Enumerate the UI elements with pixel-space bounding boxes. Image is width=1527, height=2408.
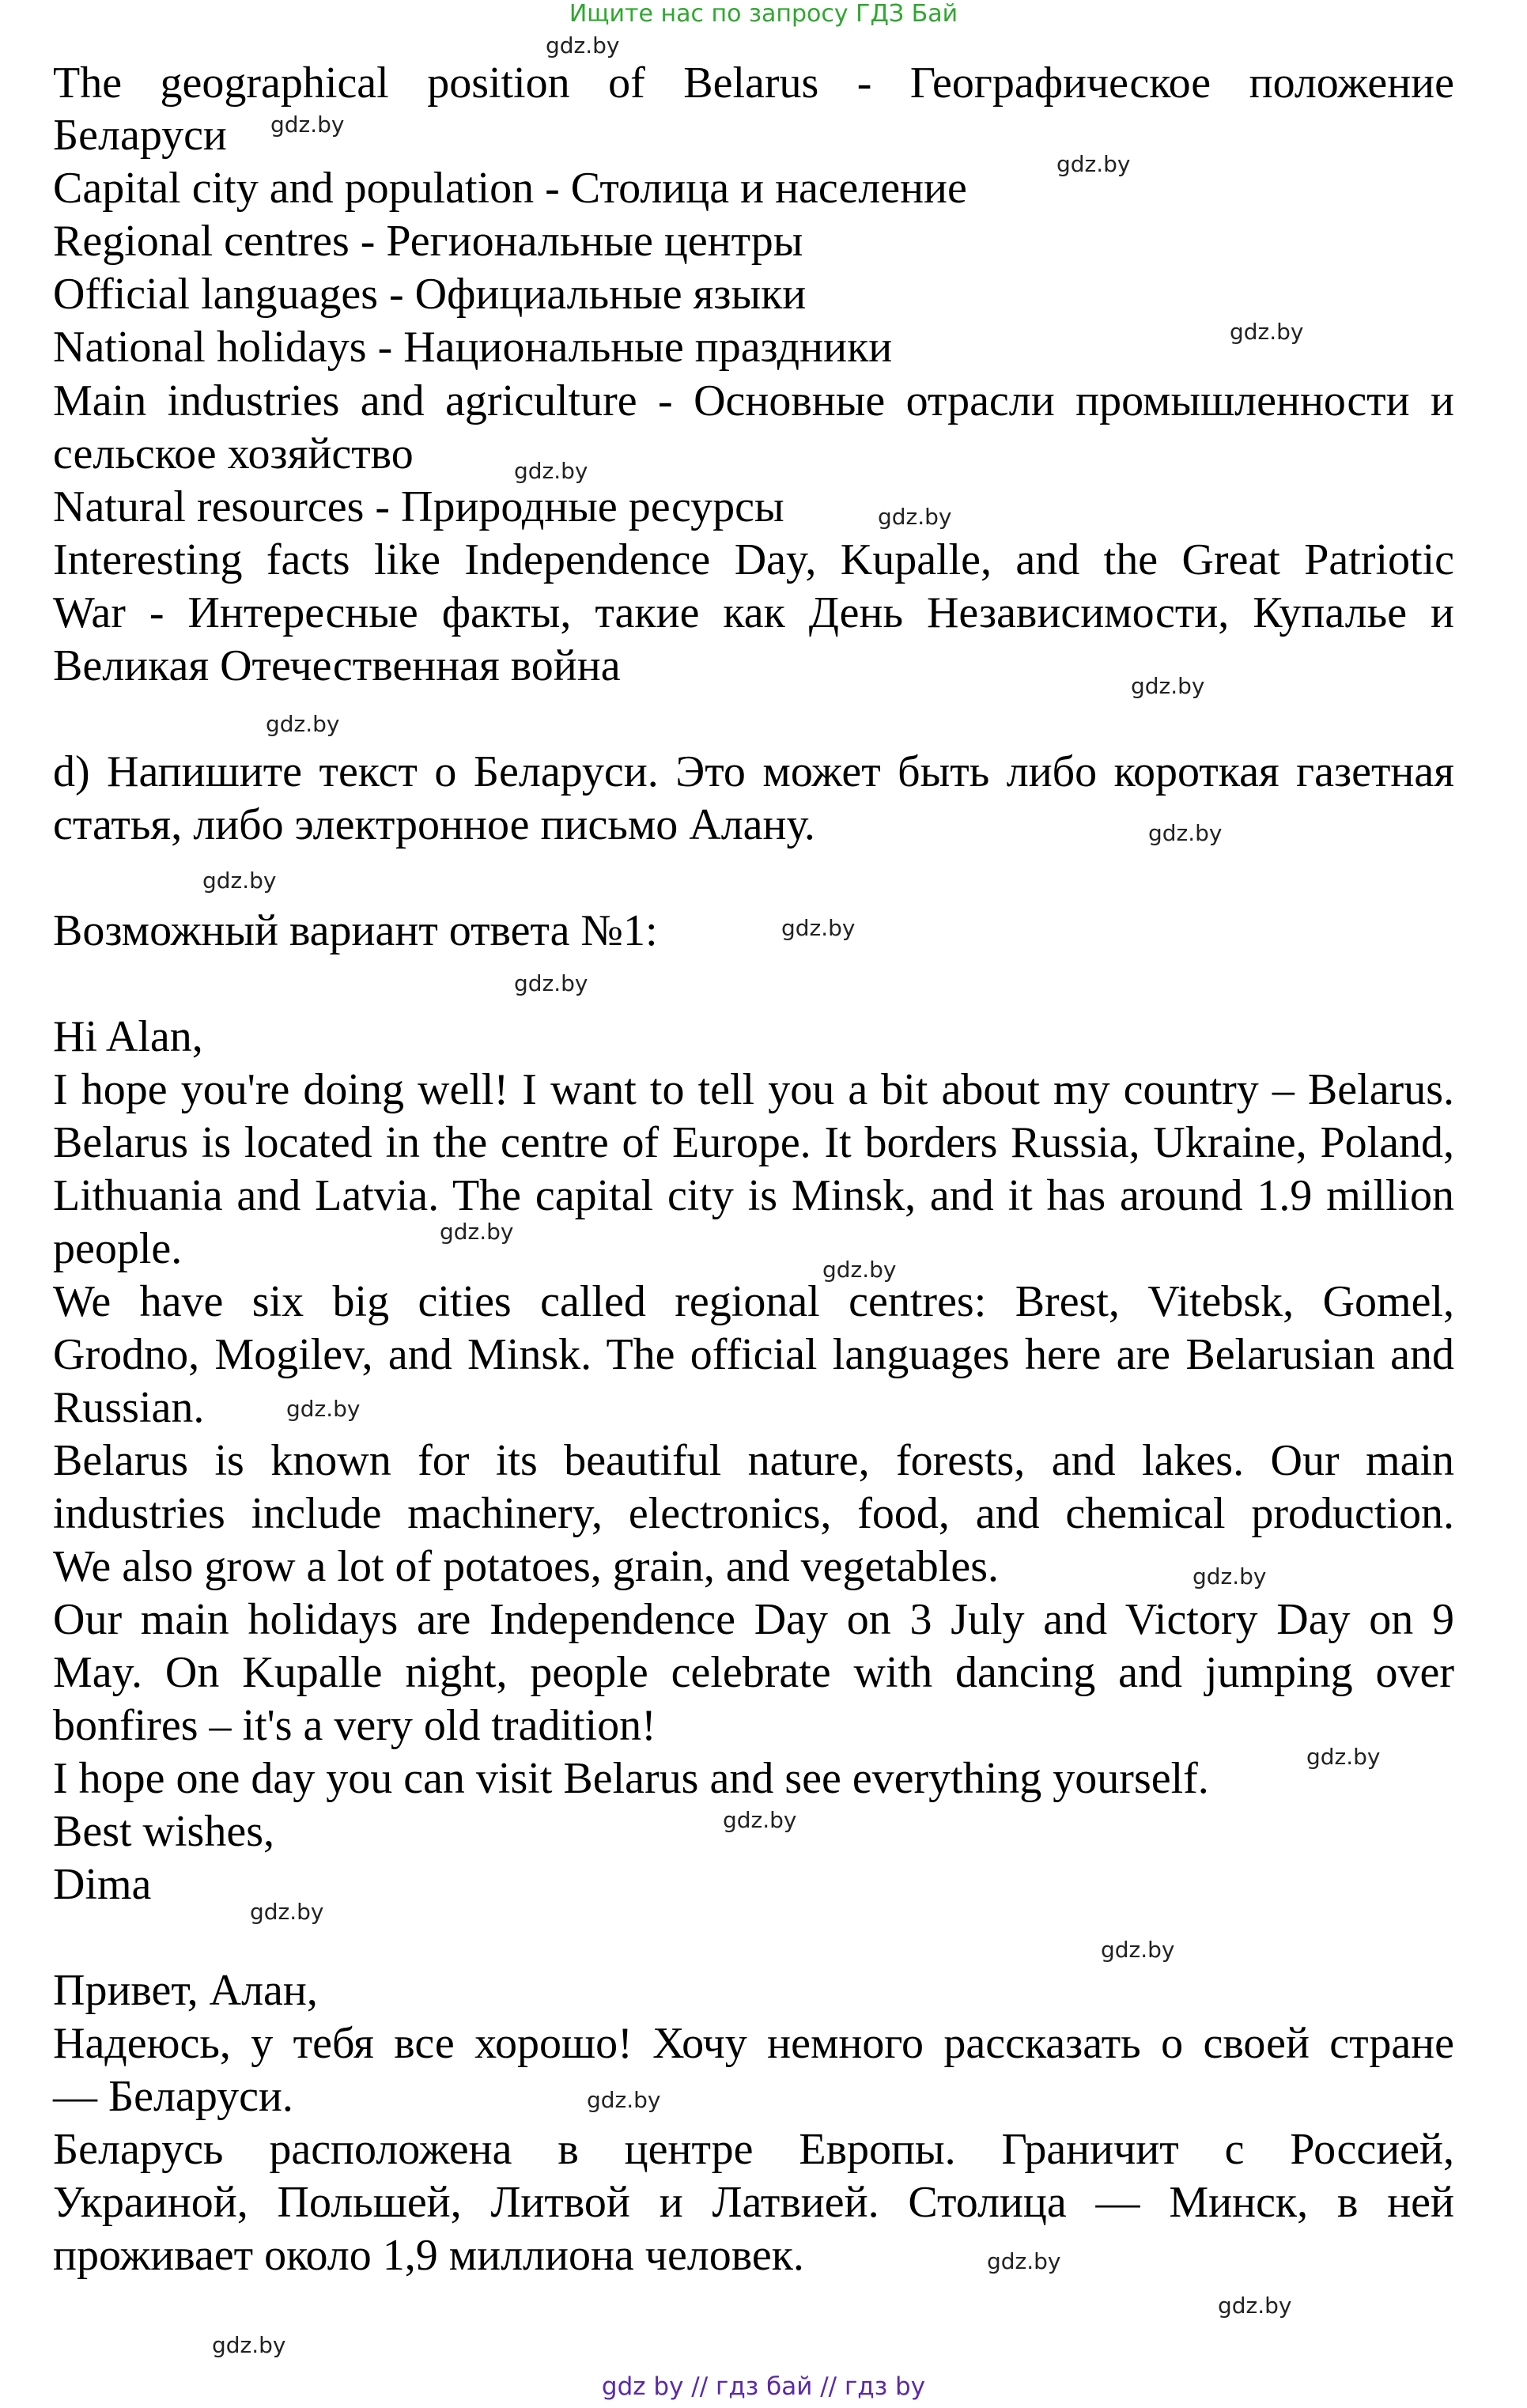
text-line: National holidays - Национальные праздники xyxy=(53,323,893,372)
letter-line: May. On Kupalle night, people celebrate with dancing and jumping over xyxy=(53,1648,1454,1697)
watermark: gdz.by xyxy=(878,504,952,530)
letter-line: I hope one day you can visit Belarus and see everything yourself. xyxy=(53,1754,1209,1803)
letter-line: Lithuania and Latvia. The capital city is Minsk, and it has around 1.9 million xyxy=(53,1171,1454,1220)
text-line: Regional centres - Региональные центры xyxy=(53,217,803,266)
translation-line: Надеюсь, у тебя все хорошо! Хочу немного рассказать о своей стране xyxy=(53,2019,1454,2068)
footer-links xyxy=(0,2371,1527,2402)
watermark: gdz.by xyxy=(202,868,277,894)
footer-link-gdz-by[interactable]: gdz by xyxy=(601,2372,684,2401)
watermark: gdz.by xyxy=(822,1257,897,1283)
translation-line: Привет, Алан, xyxy=(53,1966,318,2015)
watermark: gdz.by xyxy=(514,970,588,996)
footer-separator: // xyxy=(691,2372,709,2401)
answer-heading: Возможный вариант ответа №1: xyxy=(53,906,658,955)
footer-link-gdz-by-cyr[interactable]: гдз by xyxy=(844,2372,926,2401)
translation-line: проживает около 1,9 миллиона человек. xyxy=(53,2231,804,2280)
translation-line: Украиной, Польшей, Литвой и Латвией. Столица — Минск, в ней xyxy=(53,2178,1454,2227)
watermark: gdz.by xyxy=(546,32,620,59)
watermark: gdz.by xyxy=(212,2332,286,2358)
letter-line: Grodno, Mogilev, and Minsk. The official languages here are Belarusian and xyxy=(53,1330,1454,1379)
letter-line: We also grow a lot of potatoes, grain, and vegetables. xyxy=(53,1542,1000,1591)
watermark: gdz.by xyxy=(270,112,345,138)
translation-line: Беларусь расположена в центре Европы. Граничит с Россией, xyxy=(53,2125,1454,2174)
letter-line: Russian. xyxy=(53,1383,205,1432)
watermark: gdz.by xyxy=(1306,1744,1381,1770)
footer-separator: // xyxy=(820,2372,837,2401)
watermark: gdz.by xyxy=(1131,673,1205,699)
letter-line: I hope you're doing well! I want to tell you a bit about my country – Belarus. xyxy=(53,1065,1454,1114)
watermark: gdz.by xyxy=(1192,1563,1267,1590)
watermark: gdz.by xyxy=(587,2087,661,2113)
watermark: gdz.by xyxy=(987,2248,1061,2274)
watermark: gdz.by xyxy=(514,458,588,484)
text-line: War - Интересные факты, такие как День Независимости, Купалье и xyxy=(53,588,1454,637)
text-line: Natural resources - Природные ресурсы xyxy=(53,482,784,531)
text-line: Official languages - Официальные языки xyxy=(53,270,807,319)
watermark: gdz.by xyxy=(1056,151,1131,177)
task-line: статья, либо электронное письмо Алану. xyxy=(53,800,815,849)
watermark: gdz.by xyxy=(723,1807,797,1833)
letter-line: Belarus is known for its beautiful nature, forests, and lakes. Our main xyxy=(53,1436,1454,1485)
letter-line: Dima xyxy=(53,1860,152,1909)
watermark: gdz.by xyxy=(250,1899,324,1925)
text-line: Main industries and agriculture - Основные отрасли промышленности и xyxy=(53,376,1454,425)
task-line: d) Напишите текст о Беларуси. Это может быть либо короткая газетная xyxy=(53,747,1454,796)
watermark: gdz.by xyxy=(440,1219,514,1245)
watermark: gdz.by xyxy=(1230,319,1304,345)
letter-line: industries include machinery, electronics, food, and chemical production. xyxy=(53,1489,1454,1538)
letter-line: Hi Alan, xyxy=(53,1012,203,1061)
letter-line: bonfires – it's a very old tradition! xyxy=(53,1701,656,1750)
letter-line: Our main holidays are Independence Day on 3 July and Victory Day on 9 xyxy=(53,1595,1454,1644)
watermark: gdz.by xyxy=(286,1396,361,1422)
watermark: gdz.by xyxy=(781,915,856,941)
text-line: Беларуси xyxy=(53,111,227,160)
letter-line: We have six big cities called regional centres: Brest, Vitebsk, Gomel, xyxy=(53,1277,1454,1326)
text-line: Capital city and population - Столица и население xyxy=(53,164,967,213)
watermark: gdz.by xyxy=(1218,2293,1292,2319)
watermark: gdz.by xyxy=(266,711,340,737)
search-hint-link[interactable]: Ищите нас по запросу ГДЗ Бай xyxy=(569,0,958,28)
letter-line: Belarus is located in the centre of Europe. It borders Russia, Ukraine, Poland, xyxy=(53,1118,1454,1167)
text-line: The geographical position of Belarus - Географическое положение xyxy=(53,59,1454,108)
text-line: сельское хозяйство xyxy=(53,429,414,478)
letter-line: people. xyxy=(53,1224,183,1273)
letter-line: Best wishes, xyxy=(53,1807,274,1856)
watermark: gdz.by xyxy=(1148,820,1223,846)
text-line: Великая Отечественная война xyxy=(53,641,621,690)
text-line: Interesting facts like Independence Day, Kupalle, and the Great Patriotic xyxy=(53,535,1454,584)
watermark: gdz.by xyxy=(1101,1937,1175,1963)
footer-link-gdz-bai[interactable]: гдз бай xyxy=(716,2372,813,2401)
translation-line: — Беларуси. xyxy=(53,2072,293,2121)
